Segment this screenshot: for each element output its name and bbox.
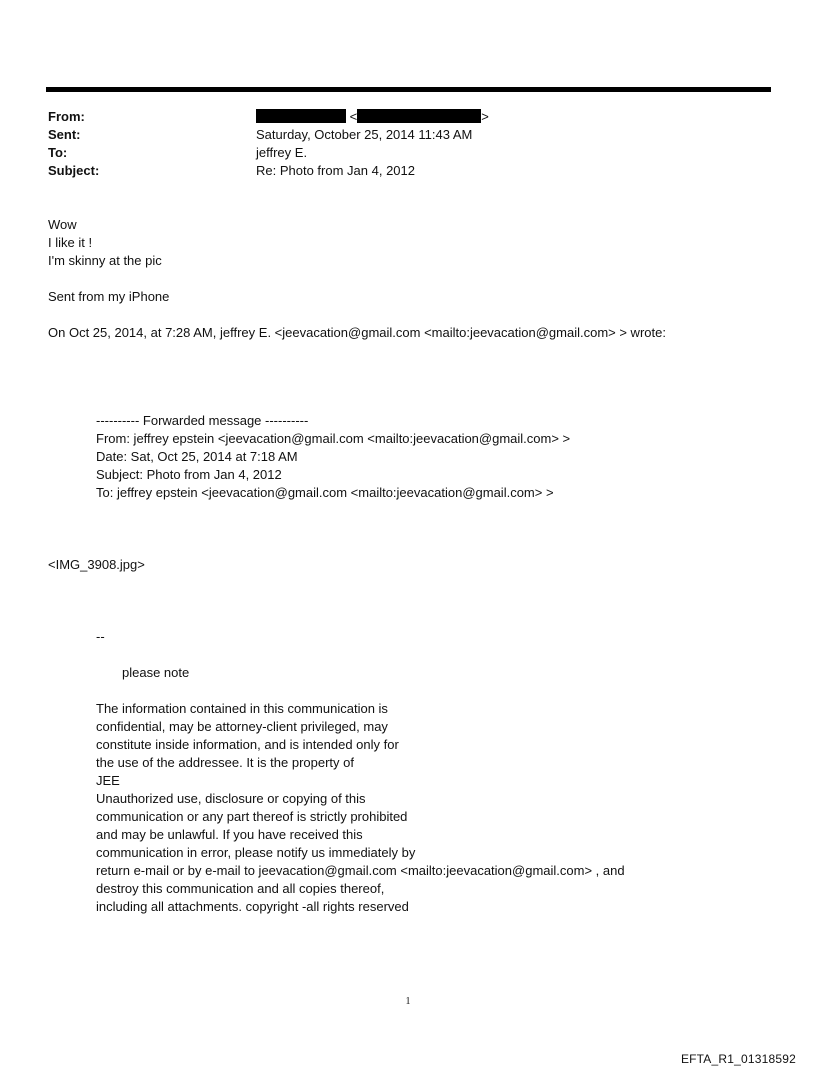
redaction-box [256, 109, 346, 123]
disclaimer-dashes: -- [96, 629, 105, 644]
from-value [256, 108, 489, 126]
disclaimer-line: JEE [96, 773, 120, 788]
page-number: 1 [405, 996, 411, 1007]
disclaimer-line: confidential, may be attorney-client privileged, may [96, 719, 388, 734]
sent-value: Saturday, October 25, 2014 11:43 AM [256, 127, 473, 142]
disclaimer-line: constitute inside information, and is intended only for [96, 737, 399, 752]
body-line: I like it ! [48, 235, 93, 250]
disclaimer-line: including all attachments. copyright -all rights reserved [96, 899, 409, 914]
subject-label: Subject: [48, 163, 100, 178]
to-label: To: [48, 145, 68, 160]
to-value: jeffrey E. [256, 145, 308, 160]
disclaimer-note: please note [122, 665, 190, 680]
disclaimer-line: communication or any part thereof is strictly prohibited [96, 809, 408, 824]
attachment-name: <IMG_3908.jpg> [48, 557, 145, 572]
from-label: From: [48, 109, 85, 124]
disclaimer-line: and may be unlawful. If you have received this [96, 827, 363, 842]
forwarded-to: To: jeffrey epstein <jeevacation@gmail.com <mailto:jeevacation@gmail.com> > [96, 485, 554, 500]
forwarded-from: From: jeffrey epstein <jeevacation@gmail.com <mailto:jeevacation@gmail.com> > [96, 431, 571, 446]
disclaimer-line: return e-mail or by e-mail to jeevacation@gmail.com <mailto:jeevacation@gmail.com> , and [96, 863, 625, 878]
from-open-bracket: < [349, 109, 358, 124]
document-id: EFTA_R1_01318592 [680, 1052, 796, 1066]
body-line: I'm skinny at the pic [48, 253, 162, 268]
forwarded-date: Date: Sat, Oct 25, 2014 at 7:18 AM [96, 449, 298, 464]
sent-label: Sent: [48, 127, 81, 142]
disclaimer-line: the use of the addressee. It is the property of [96, 755, 354, 770]
header-rule [46, 87, 771, 92]
disclaimer-line: Unauthorized use, disclosure or copying of this [96, 791, 366, 806]
from-close-bracket: > [481, 109, 489, 124]
disclaimer-line: destroy this communication and all copies thereof, [96, 881, 385, 896]
forwarded-divider: ---------- Forwarded message ---------- [96, 413, 309, 428]
disclaimer-line: The information contained in this communication is [96, 701, 388, 716]
signature: Sent from my iPhone [48, 289, 170, 304]
forwarded-subject: Subject: Photo from Jan 4, 2012 [96, 467, 282, 482]
subject-value: Re: Photo from Jan 4, 2012 [256, 163, 415, 178]
quote-intro: On Oct 25, 2014, at 7:28 AM, jeffrey E. <jeevacation@gmail.com <mailto:jeevacation@gmail.com> > wrote: [48, 325, 666, 340]
redaction-box [357, 109, 481, 123]
body-line: Wow [48, 217, 77, 232]
disclaimer-line: communication in error, please notify us immediately by [96, 845, 416, 860]
